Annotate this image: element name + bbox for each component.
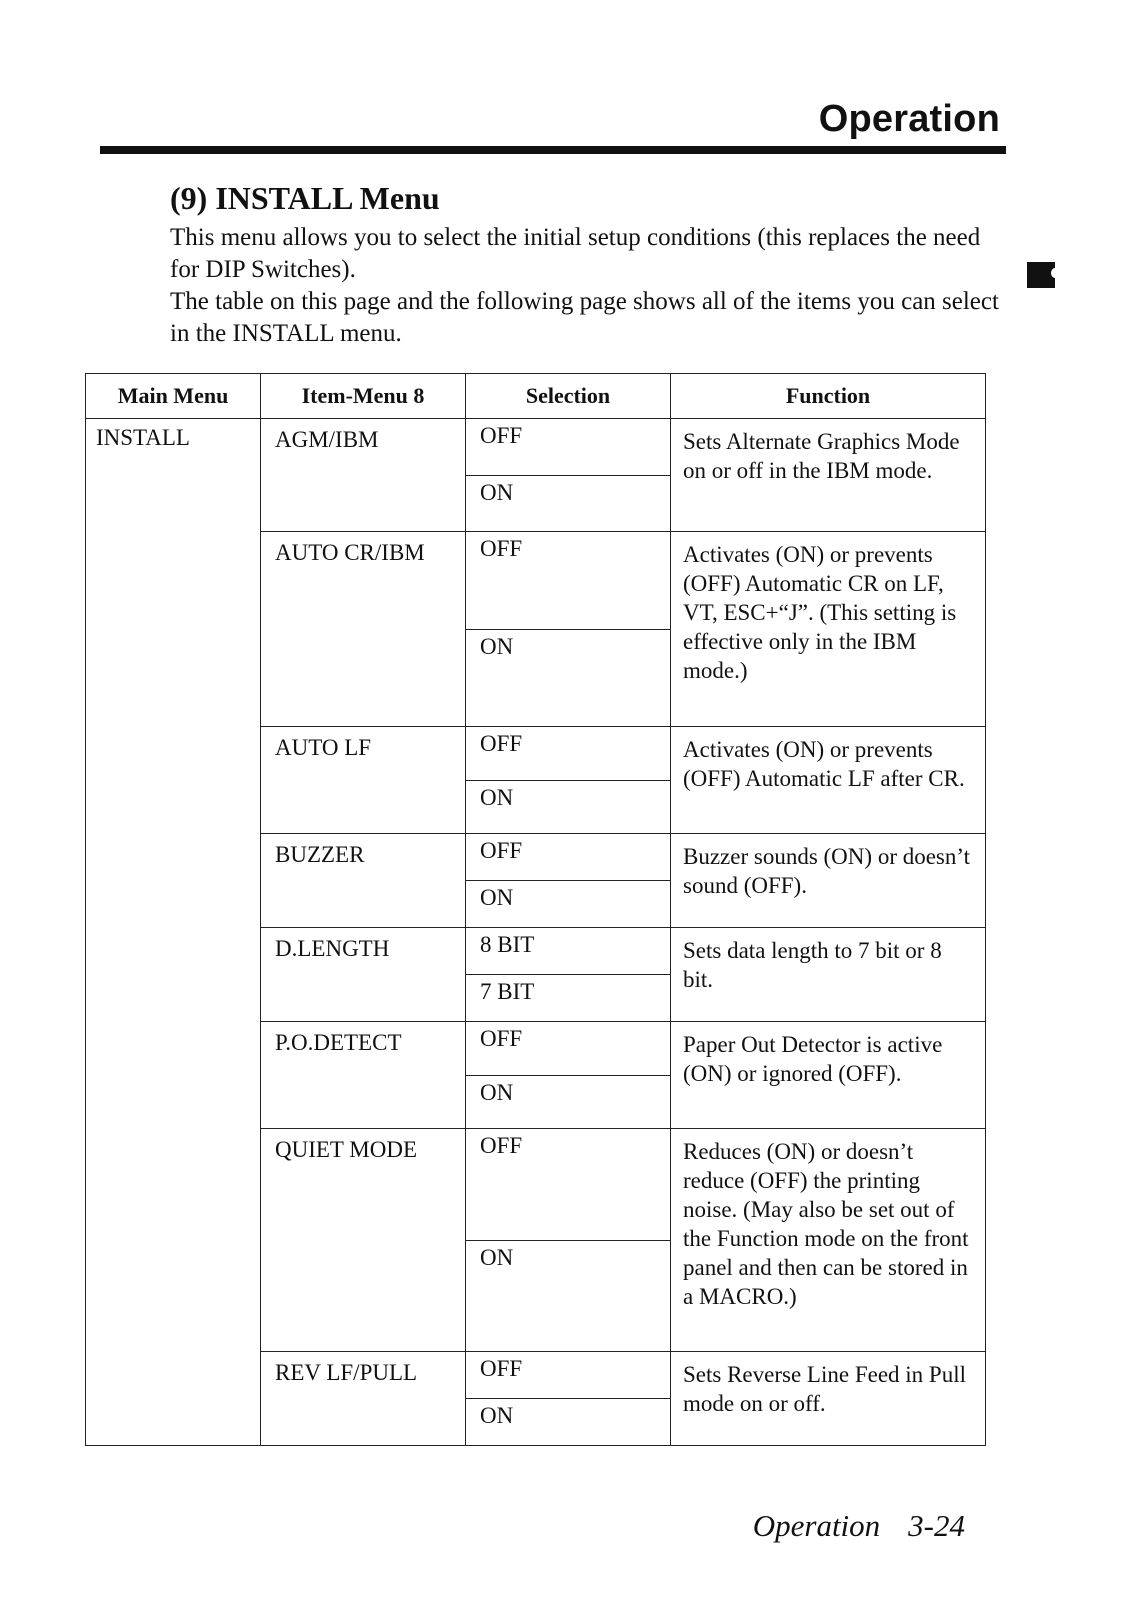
selection-cell: OFF bbox=[466, 727, 671, 781]
item-cell: AUTO CR/IBM bbox=[261, 532, 466, 727]
selection-cell: ON bbox=[466, 1399, 671, 1446]
item-cell: QUIET MODE bbox=[261, 1129, 466, 1352]
selection-cell: OFF bbox=[466, 419, 671, 476]
selection-cell: 7 BIT bbox=[466, 975, 671, 1022]
function-cell: Sets Reverse Line Feed in Pull mode on or off. bbox=[671, 1352, 986, 1446]
item-cell: P.O.DETECT bbox=[261, 1022, 466, 1129]
selection-cell: ON bbox=[466, 881, 671, 928]
selection-cell: OFF bbox=[466, 1129, 671, 1241]
function-cell: Activates (ON) or prevents (OFF) Automatic LF after CR. bbox=[671, 727, 986, 834]
intro-paragraph-1: This menu allows you to select the initial setup conditions (this replaces the need for DIP Switches). bbox=[170, 224, 981, 283]
item-cell: BUZZER bbox=[261, 834, 466, 928]
selection-cell: OFF bbox=[466, 834, 671, 881]
selection-cell: 8 BIT bbox=[466, 928, 671, 975]
function-cell: Reduces (ON) or doesn’t reduce (OFF) the printing noise. (May also be set out of the Function mode on the front panel and then can be stored in a MACRO.) bbox=[671, 1129, 986, 1352]
chapter-tab-marker bbox=[1027, 262, 1055, 288]
selection-cell: OFF bbox=[466, 1352, 671, 1399]
header-selection: Selection bbox=[466, 374, 671, 419]
table-row bbox=[86, 419, 986, 476]
page-header-title: Operation bbox=[818, 98, 1000, 140]
function-cell: Sets data length to 7 bit or 8 bit. bbox=[671, 928, 986, 1022]
page-footer bbox=[753, 1508, 965, 1544]
function-cell: Paper Out Detector is active (ON) or ignored (OFF). bbox=[671, 1022, 986, 1129]
function-cell: Buzzer sounds (ON) or doesn’t sound (OFF). bbox=[671, 834, 986, 928]
selection-cell: ON bbox=[466, 629, 671, 727]
item-cell: REV LF/PULL bbox=[261, 1352, 466, 1446]
function-cell: Sets Alternate Graphics Mode on or off in the IBM mode. bbox=[671, 419, 986, 532]
intro-paragraph-2: The table on this page and the following page shows all of the items you can select in the INSTALL menu. bbox=[170, 288, 999, 347]
header-main-menu: Main Menu bbox=[86, 374, 261, 419]
selection-cell: OFF bbox=[466, 532, 671, 630]
selection-cell: OFF bbox=[466, 1022, 671, 1076]
selection-cell: ON bbox=[466, 1075, 671, 1129]
section-heading: (9) INSTALL Menu bbox=[170, 180, 440, 216]
item-cell: AGM/IBM bbox=[261, 419, 466, 532]
selection-cell: ON bbox=[466, 780, 671, 834]
table-header-row bbox=[86, 374, 986, 419]
header-rule bbox=[100, 146, 1006, 154]
footer-section: Operation bbox=[752, 1508, 881, 1543]
footer-page-number: 3-24 bbox=[908, 1508, 965, 1543]
header-item-menu: Item-Menu 8 bbox=[261, 374, 466, 419]
install-menu-table bbox=[85, 373, 986, 1446]
selection-cell: ON bbox=[466, 475, 671, 532]
header-function: Function bbox=[671, 374, 986, 419]
item-cell: D.LENGTH bbox=[261, 928, 466, 1022]
function-cell: Activates (ON) or prevents (OFF) Automatic CR on LF, VT, ESC+“J”. (This setting is effective only in the IBM mode.) bbox=[671, 532, 986, 727]
intro-text bbox=[170, 222, 1010, 350]
selection-cell: ON bbox=[466, 1240, 671, 1352]
item-cell: AUTO LF bbox=[261, 727, 466, 834]
main-menu-cell: INSTALL bbox=[86, 419, 261, 1446]
